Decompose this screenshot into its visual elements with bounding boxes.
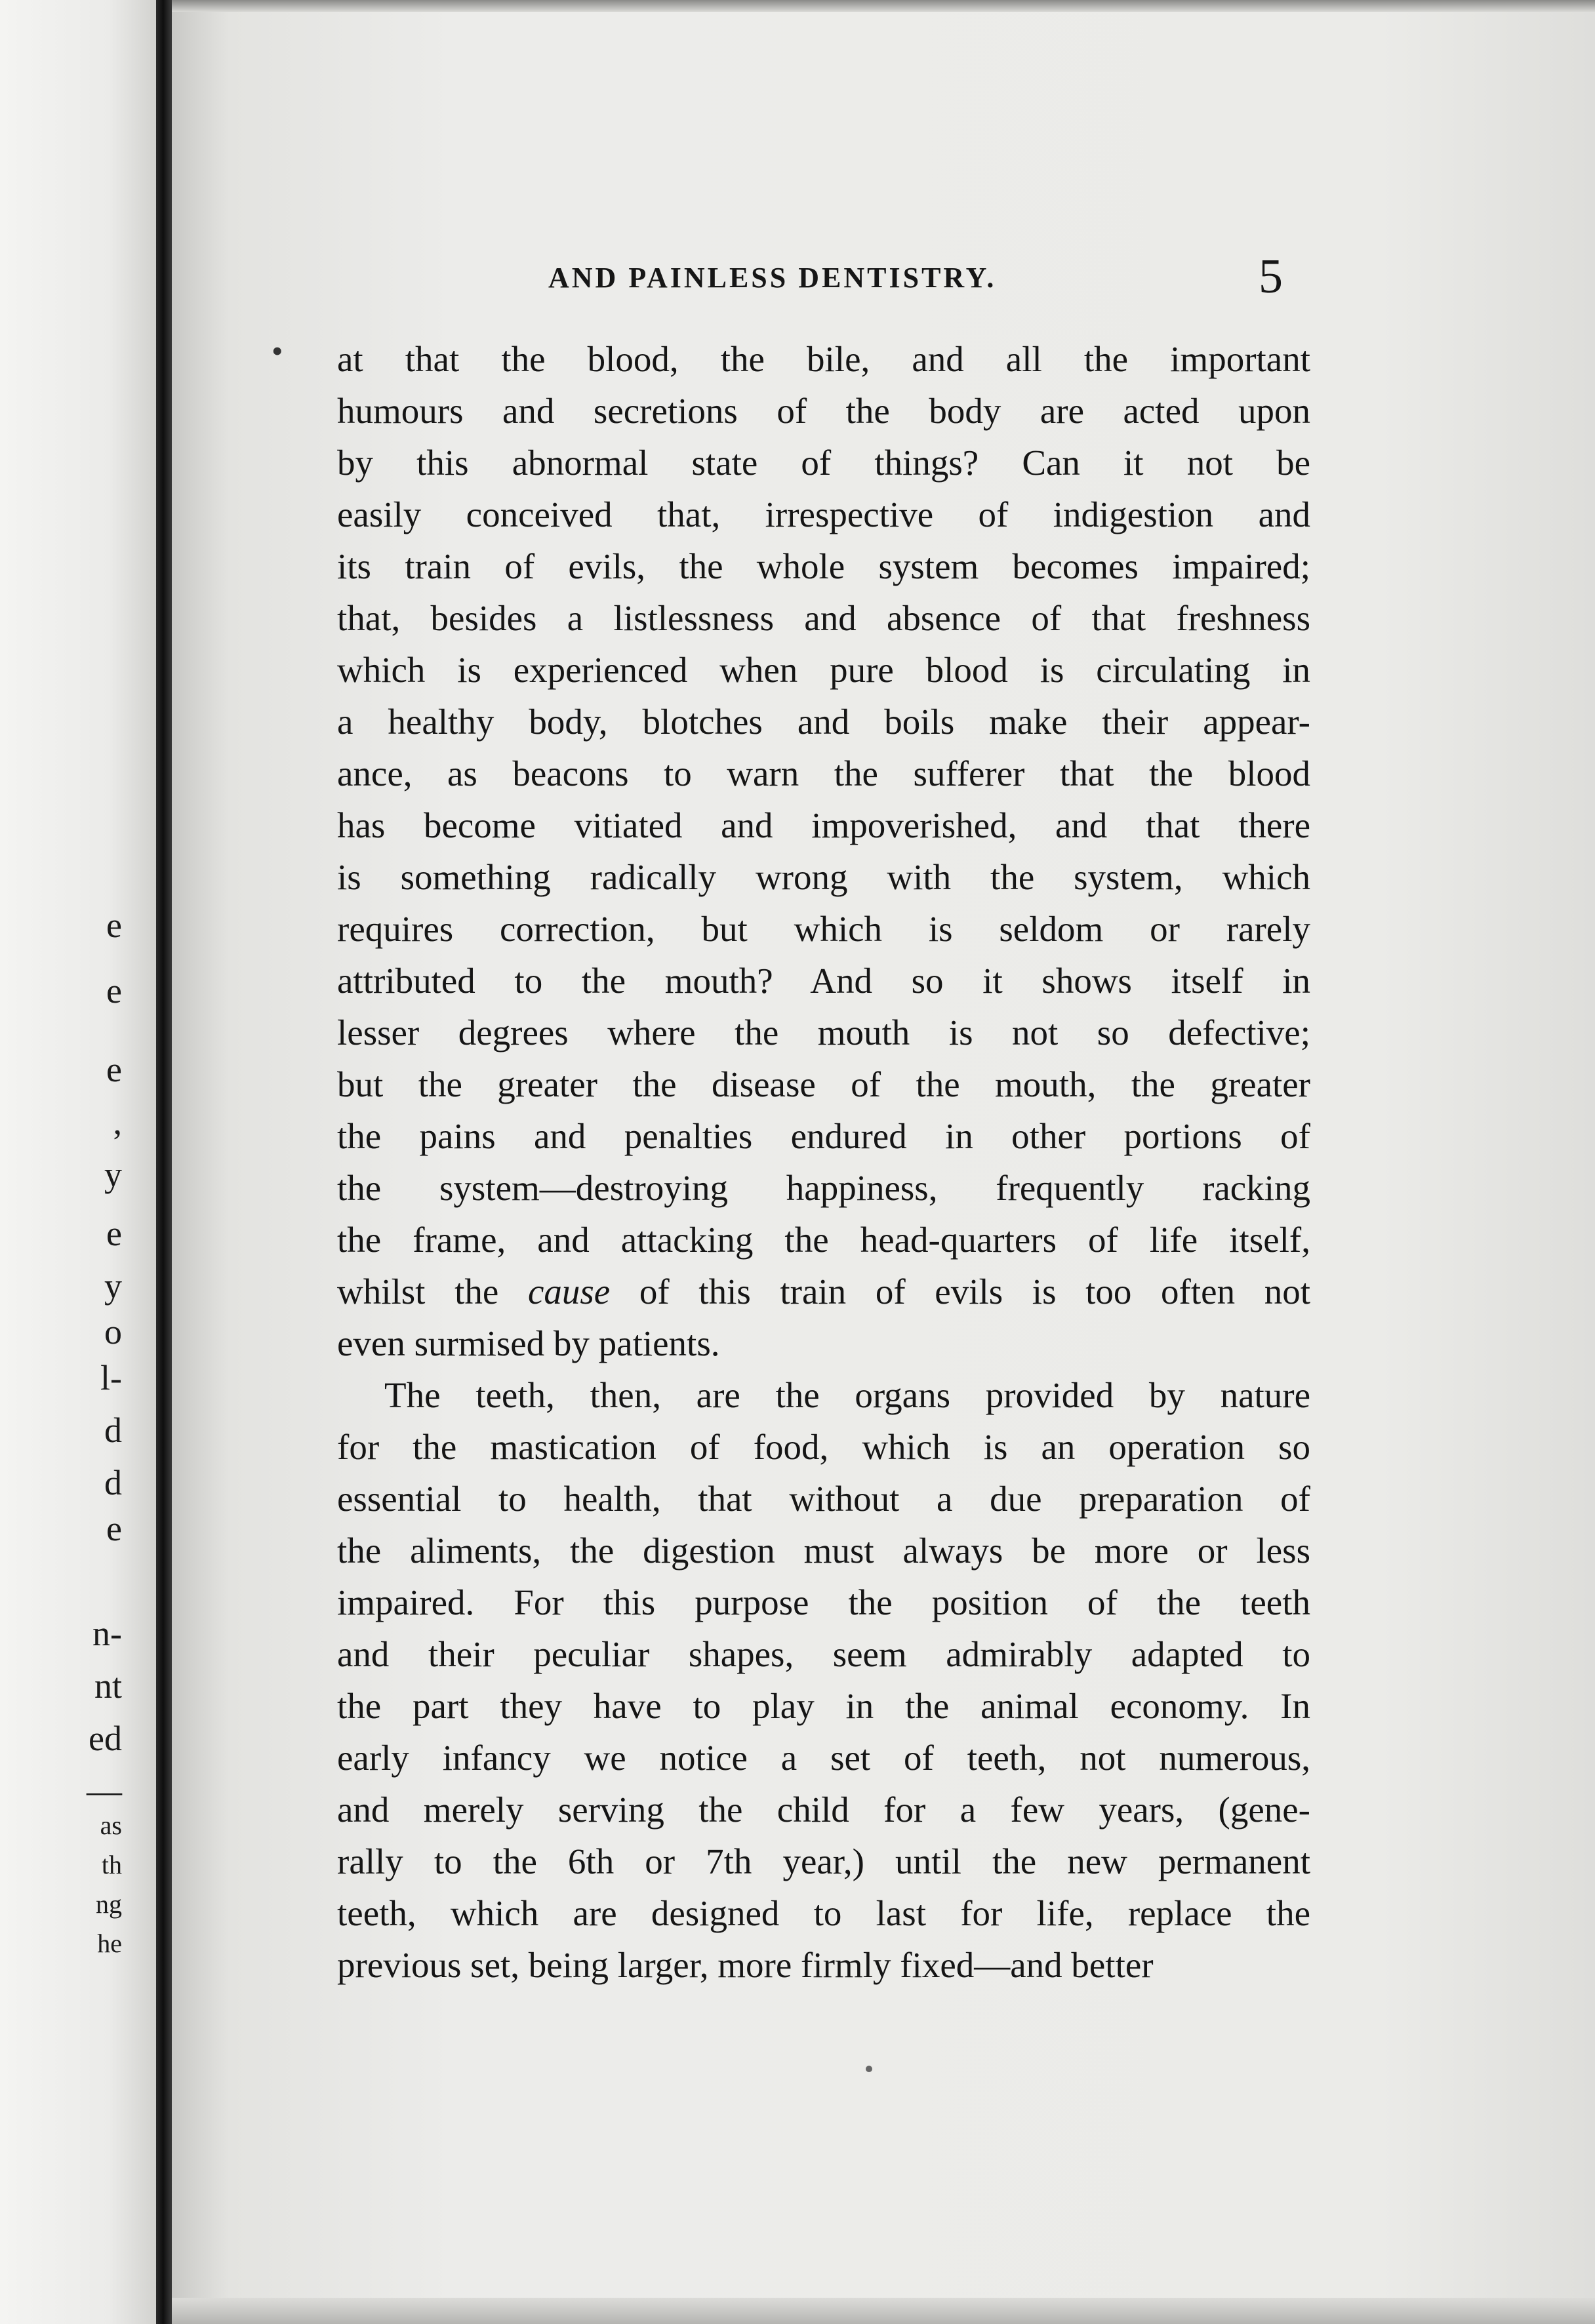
left-page-fragment: o — [104, 1312, 122, 1352]
text-line: previous set, being larger, more firmly fixed—and better — [337, 1945, 1154, 1985]
text-run: whilst the — [337, 1272, 528, 1312]
left-page-fragment: e — [106, 1214, 122, 1253]
text-line: has become vitiated and impoverished, and that there — [337, 805, 1310, 845]
text-line: but the greater the disease of the mouth, the greater — [337, 1064, 1310, 1104]
text-line: essential to health, that without a due preparation of — [337, 1479, 1310, 1519]
text-line: rally to the 6th or 7th year,) until the new permanent — [337, 1841, 1310, 1881]
print-speck — [866, 2066, 872, 2072]
left-page-fragment: — — [87, 1771, 122, 1811]
text-line: and their peculiar shapes, seem admirably adapted to — [337, 1634, 1310, 1674]
text-line: early infancy we notice a set of teeth, not numerous, — [337, 1738, 1310, 1778]
emphasized-word: cause — [527, 1272, 611, 1312]
text-line: a healthy body, blotches and boils make their appear- — [337, 702, 1310, 742]
left-page-fragment: th — [101, 1850, 122, 1879]
left-page-fragment: l- — [100, 1358, 122, 1397]
left-page-fragment: he — [97, 1929, 122, 1958]
left-page-fragment: e — [106, 906, 122, 945]
text-line: ance, as beacons to warn the sufferer that the blood — [337, 753, 1310, 793]
left-page-fragment: , — [113, 1102, 122, 1142]
running-head: AND PAINLESS DENTISTRY. — [548, 262, 997, 294]
left-page-fragment: d — [104, 1411, 122, 1450]
text-line: and merely serving the child for a few years, (gene- — [337, 1790, 1310, 1830]
text-line: requires correction, but which is seldom or rarely — [337, 909, 1310, 949]
text-line: by this abnormal state of things? Can it not be — [337, 443, 1310, 483]
left-page-fragment: d — [104, 1463, 122, 1502]
left-page-fragment: y — [104, 1155, 122, 1194]
text-line: easily conceived that, irrespective of indigestion and — [337, 494, 1310, 534]
left-page-fragment: y — [104, 1266, 122, 1306]
page-bottom-edge — [172, 2298, 1595, 2324]
text-line: even surmised by patients. — [337, 1323, 720, 1363]
text-line — [337, 1266, 1310, 1317]
text-line: its train of evils, the whole system becomes impaired; — [337, 546, 1310, 586]
left-page-fragment: ed — [89, 1719, 122, 1758]
text-line: the system—destroying happiness, frequently racking — [337, 1168, 1310, 1208]
text-line: that, besides a listlessness and absence of that freshness — [337, 598, 1310, 638]
text-line: the aliments, the digestion must always be more or less — [337, 1531, 1310, 1571]
text-line: attributed to the mouth? And so it shows itself in — [337, 961, 1310, 1001]
text-line: is something radically wrong with the system, which — [337, 857, 1310, 897]
left-page-fragment: ng — [96, 1889, 122, 1919]
text-line: teeth, which are designed to last for life, replace the — [337, 1893, 1310, 1933]
text-line: at that the blood, the bile, and all the important — [337, 339, 1310, 379]
left-page-fragment: as — [100, 1811, 122, 1840]
text-run: of this train of evils is too often not — [610, 1272, 1310, 1312]
text-line: for the mastication of food, which is an operation so — [337, 1427, 1310, 1467]
margin-mark: • — [272, 332, 283, 369]
text-line: the frame, and attacking the head-quarters of life itself, — [337, 1220, 1310, 1260]
text-line: The teeth, then, are the organs provided by nature — [384, 1375, 1310, 1415]
text-line: the pains and penalties endured in other portions of — [337, 1116, 1310, 1156]
left-page-fragment: nt — [94, 1666, 122, 1706]
left-page-fragment: e — [106, 1050, 122, 1089]
text-line: lesser degrees where the mouth is not so defective; — [337, 1012, 1310, 1052]
left-page-fragment: e — [106, 971, 122, 1011]
left-page-fragment: e — [106, 1509, 122, 1548]
book-gutter — [156, 0, 172, 2324]
text-line: humours and secretions of the body are acted upon — [337, 391, 1310, 431]
text-line: impaired. For this purpose the position of the teeth — [337, 1582, 1310, 1622]
left-page-text-fragments — [0, 695, 131, 2007]
text-line: which is experienced when pure blood is circulating in — [337, 650, 1310, 690]
body-text — [337, 333, 1310, 1991]
page-number: 5 — [1259, 250, 1283, 304]
text-line: the part they have to play in the animal economy. In — [337, 1686, 1310, 1726]
left-page-fragment: n- — [92, 1614, 122, 1653]
page-top-edge — [172, 0, 1595, 12]
page-header — [548, 249, 1362, 308]
